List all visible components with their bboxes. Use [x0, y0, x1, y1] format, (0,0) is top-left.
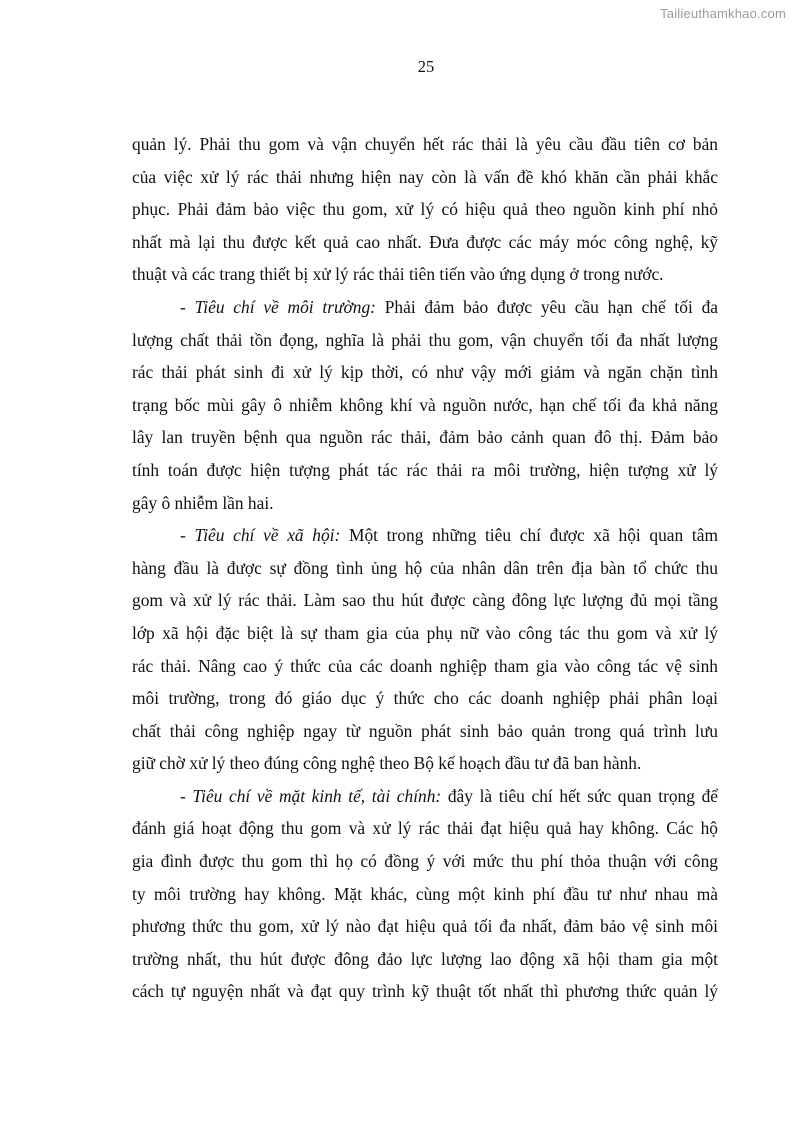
text-line: phục. Phải đảm bảo việc thu gom, xử lý có hiệu quả theo nguồn kinh phí nhỏ [132, 199, 718, 220]
paragraph-economic-criteria [132, 780, 718, 1008]
text-line: lớp xã hội đặc biệt là sự tham gia của phụ nữ vào công tác thu gom và xử lý [132, 622, 718, 643]
text-line: chất thải công nghiệp ngay từ nguồn phát sinh bảo quản trong quá trình lưu [132, 720, 718, 741]
text-line [132, 291, 718, 324]
text-line: rác thải. Nâng cao ý thức của các doanh nghiệp tham gia vào công tác vệ sinh [132, 655, 718, 676]
criteria-heading: - Tiêu chí về môi trường: [180, 296, 376, 317]
text-line: trạng bốc mùi gây ô nhiễm không khí và nguồn nước, hạn chế tối đa khả năng [132, 394, 718, 415]
text-line: phương thức thu gom, xử lý nào đạt hiệu quả tối đa nhất, đảm bảo vệ sinh môi [132, 916, 718, 937]
page-number: 25 [417, 57, 435, 76]
criteria-heading: - Tiêu chí về mặt kinh tế, tài chính: [180, 785, 442, 806]
text-line: môi trường, trong đó giáo dục ý thức cho các doanh nghiệp phải phân loại [132, 688, 718, 709]
criteria-lead-text: Phải đảm bảo được yêu cầu hạn chế tối đa [375, 296, 718, 317]
text-line: gây ô nhiễm lần hai. [132, 492, 274, 513]
text-line [132, 519, 718, 552]
paragraph-environment-criteria [132, 291, 718, 519]
text-line: gom và xử lý rác thải. Làm sao thu hút được càng đông lực lượng đủ mọi tầng [132, 590, 718, 611]
text-line: tính toán được hiện tượng phát tác rác thải ra môi trường, hiện tượng xử lý [132, 459, 718, 480]
text-line: hàng đầu là được sự đồng tình ủng hộ của nhân dân trên địa bàn tổ chức thu [132, 557, 718, 578]
document-body [132, 128, 718, 1008]
text-line: giữ chờ xử lý theo đúng công nghệ theo Bộ kế hoạch đầu tư đã ban hành. [132, 753, 642, 774]
text-line: quản lý. Phải thu gom và vận chuyển hết rác thải là yêu cầu đầu tiên cơ bản [132, 134, 718, 154]
text-line: trường nhất, thu hút được đông đảo lực lượng lao động xã hội tham gia một [132, 948, 718, 969]
criteria-heading: - Tiêu chí về xã hội: [180, 525, 341, 546]
text-line: rác thải phát sinh đi xử lý kịp thời, có như vậy mới giảm và ngăn chặn tình [132, 362, 718, 383]
paragraph-intro [132, 128, 718, 291]
text-line: nhất mà lại thu được kết quả cao nhất. Đưa được các máy móc công nghệ, kỹ [132, 231, 718, 252]
text-line: lượng chất thải tồn đọng, nghĩa là phải thu gom, vận chuyển tối đa nhất lượng [132, 329, 718, 350]
criteria-lead-text: đây là tiêu chí hết sức quan trọng để [441, 785, 718, 806]
text-line: của việc xử lý rác thải nhưng hiện nay còn là vấn đề khó khăn cần phải khắc [132, 166, 718, 187]
text-line: lây lan truyền bệnh qua nguồn rác thải, đảm bảo cảnh quan đô thị. Đảm bảo [132, 427, 718, 448]
paragraph-social-criteria [132, 519, 718, 780]
text-line: thuật và các trang thiết bị xử lý rác thải tiên tiến vào ứng dụng ở trong nước. [132, 264, 664, 285]
text-line: ty môi trường hay không. Mặt khác, cùng một kinh phí đầu tư như nhau mà [132, 883, 718, 904]
text-line: gia đình được thu gom thì họ có đồng ý với mức thu phí thỏa thuận với công [132, 851, 718, 872]
watermark-text: Tailieuthamkhao.com [660, 6, 786, 21]
text-line [132, 780, 718, 813]
text-line: cách tự nguyện nhất và đạt quy trình kỹ thuật tốt nhất thì phương thức quản lý [132, 981, 718, 1002]
text-line: đánh giá hoạt động thu gom và xử lý rác thải đạt hiệu quả hay không. Các hộ [132, 818, 718, 839]
criteria-lead-text: Một trong những tiêu chí được xã hội quan tâm [340, 525, 718, 546]
